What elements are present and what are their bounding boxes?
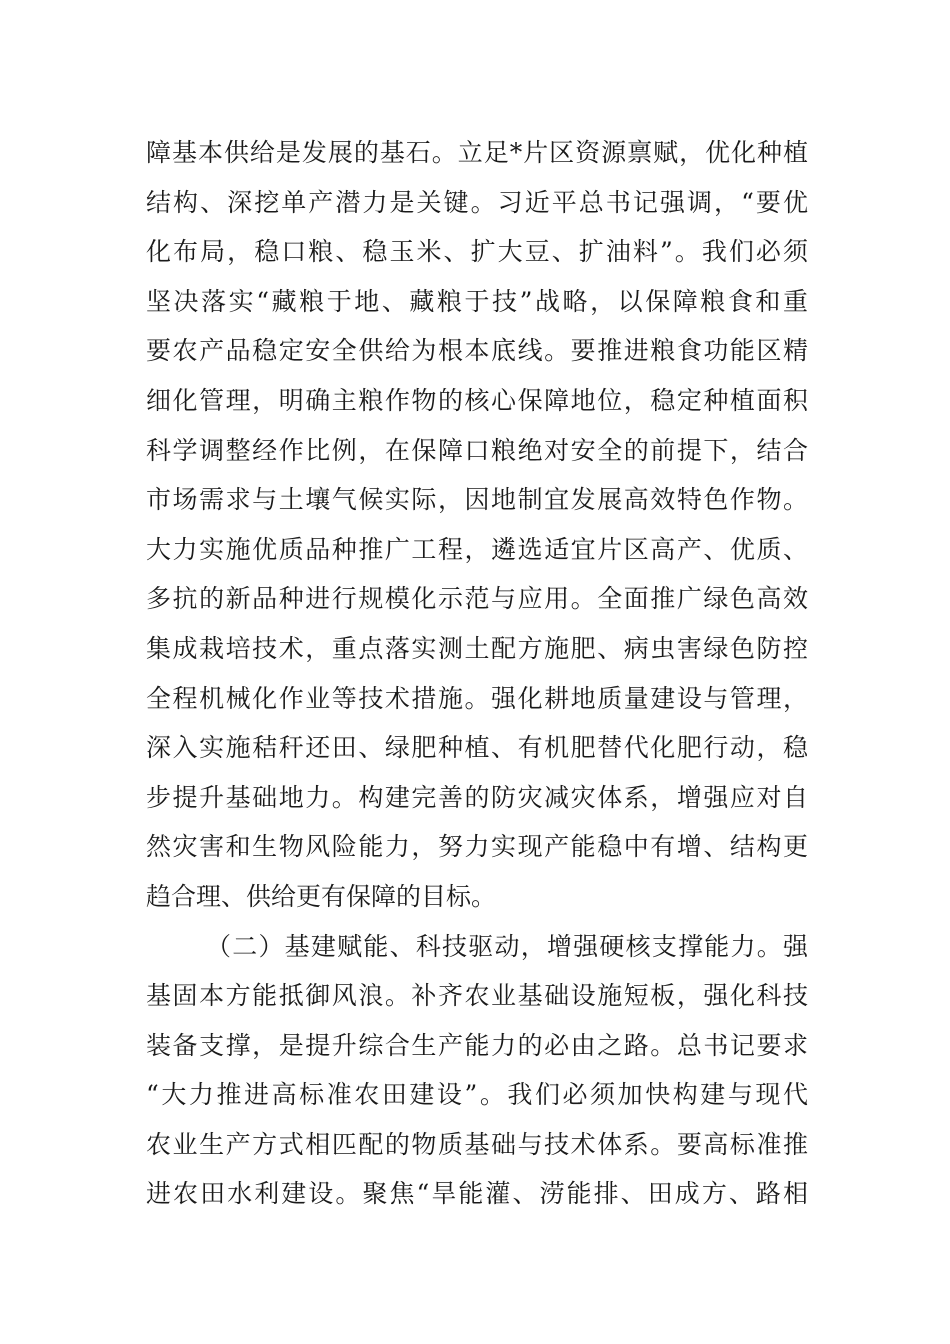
text-line: 结构、深挖单产潜力是关键。习近平总书记强调，“要优 <box>146 187 808 217</box>
text-line: 障基本供给是发展的基石。立足*片区资源禀赋，优化种植 <box>146 138 808 167</box>
text-line: 进农田水利建设。聚焦“旱能灌、涝能排、田成方、路相 <box>146 1179 808 1209</box>
text-line: 坚决落实“藏粮于地、藏粮于技”战略，以保障粮食和重 <box>146 286 808 316</box>
text-line: 农业生产方式相匹配的物质基础与技术体系。要高标准推 <box>146 1129 808 1159</box>
text-line: 基固本方能抵御风浪。补齐农业基础设施短板，强化科技 <box>146 981 808 1011</box>
text-line: 装备支撑，是提升综合生产能力的必由之路。总书记要求 <box>146 1030 808 1060</box>
section-heading-line: （二）基建赋能、科技驱动，增强硬核支撑能力。强 <box>206 931 808 961</box>
text-line: 全程机械化作业等技术措施。强化耕地质量建设与管理， <box>146 683 808 713</box>
text-line: 化布局，稳口粮、稳玉米、扩大豆、扩油料”。我们必须 <box>146 237 808 267</box>
text-line: 细化管理，明确主粮作物的核心保障地位，稳定种植面积 <box>146 385 808 415</box>
text-line: “大力推进高标准农田建设”。我们必须加快构建与现代 <box>146 1080 808 1110</box>
paragraph-end-line: 趋合理、供给更有保障的目标。 <box>146 881 497 911</box>
text-line: 科学调整经作比例，在保障口粮绝对安全的前提下，结合 <box>146 435 808 465</box>
text-line: 然灾害和生物风险能力，努力实现产能稳中有增、结构更 <box>146 832 808 862</box>
text-line: 要农产品稳定安全供给为根本底线。要推进粮食功能区精 <box>146 336 808 366</box>
text-line: 集成栽培技术，重点落实测土配方施肥、病虫害绿色防控 <box>146 633 808 663</box>
text-line: 大力实施优质品种推广工程，遴选适宜片区高产、优质、 <box>146 534 808 564</box>
text-line: 多抗的新品种进行规模化示范与应用。全面推广绿色高效 <box>146 584 808 614</box>
text-line: 步提升基础地力。构建完善的防灾减灾体系，增强应对自 <box>146 782 808 812</box>
text-line: 深入实施秸秆还田、绿肥种植、有机肥替代化肥行动，稳 <box>146 733 808 763</box>
text-line: 市场需求与土壤气候实际，因地制宜发展高效特色作物。 <box>146 485 808 515</box>
body-text <box>146 128 808 1219</box>
